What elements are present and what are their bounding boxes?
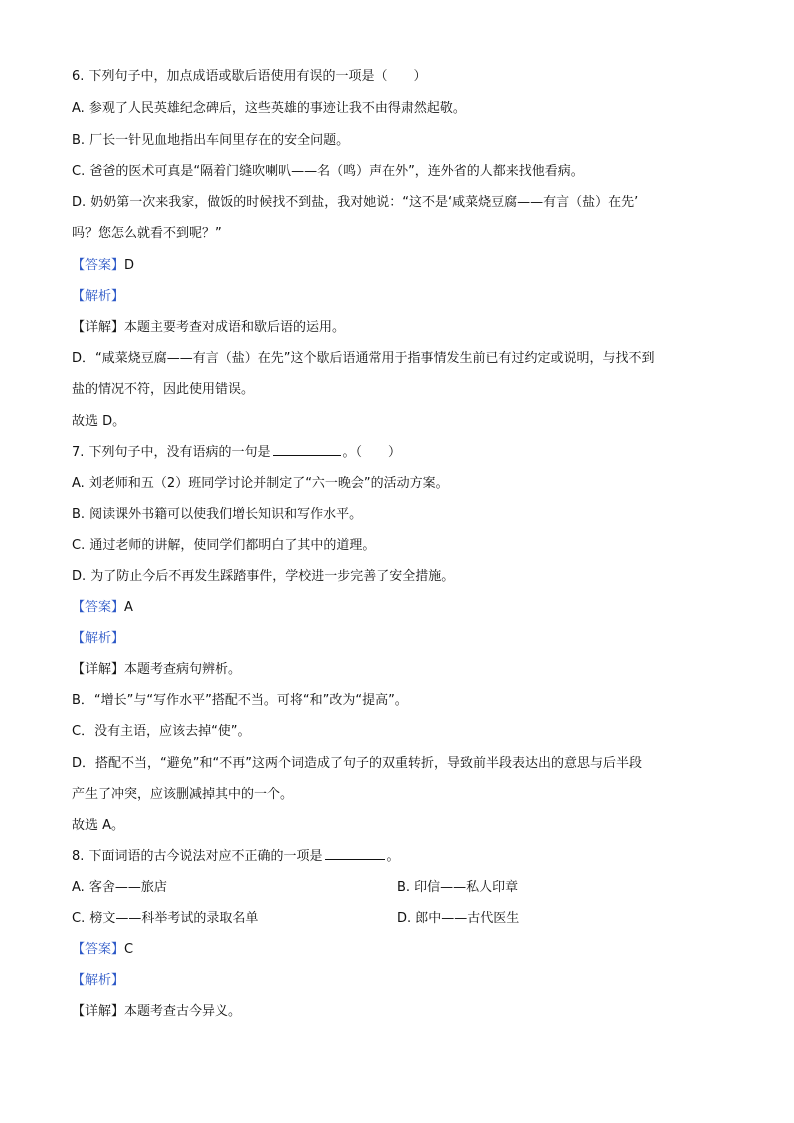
q6-option-c: C. 爸爸的医术可真是“隔着门缝吹喇叭——名（鸣）声在外”，连外省的人都来找他看病。 xyxy=(72,164,584,179)
analysis-tag: 【解析】 xyxy=(72,289,125,304)
q6-option-b: B. 厂长一针见血地指出车间里存在的安全问题。 xyxy=(72,133,350,148)
q6-explain-1: D．“咸菜烧豆腐——有言（盐）在先”这个歇后语通常用于指事情发生前已有过约定或说明，与找不到 xyxy=(72,351,655,366)
q6-analysis-tag xyxy=(72,288,124,305)
detail-tag: 【详解】 xyxy=(72,1004,125,1019)
q7-explain-3: D．搭配不当，“避免”和“不再”这两个词造成了句子的双重转折，导致前半段表达出的意思与后半段 xyxy=(72,756,642,771)
analysis-tag: 【解析】 xyxy=(72,631,125,646)
q7-explain-2: C．没有主语，应该去掉“使”。 xyxy=(72,724,251,739)
q7-stem-text: 7. 下列句子中，没有语病的一句是 xyxy=(72,445,271,460)
q6-answer: D xyxy=(124,258,135,273)
answer-tag: 【答案】 xyxy=(72,600,125,615)
q6-stem: 6. 下列句子中，加点成语或歇后语使用有误的一项是（ ） xyxy=(72,69,427,84)
q8-analysis-tag xyxy=(72,972,124,989)
q8-option-b: B. 印信——私人印章 xyxy=(397,880,519,895)
q8-stem xyxy=(72,848,400,865)
q8-stem-text: 8. 下面词语的古今说法对应不正确的一项是 xyxy=(72,849,323,864)
q6-detail-line xyxy=(72,319,345,336)
answer-tag: 【答案】 xyxy=(72,942,125,957)
q7-detail: 本题考查病句辨析。 xyxy=(124,662,242,677)
q7-conclusion: 故选 A。 xyxy=(72,818,125,833)
answer-blank xyxy=(325,858,385,860)
detail-tag: 【详解】 xyxy=(72,320,125,335)
q7-answer: A xyxy=(124,600,133,615)
q6-option-d-cont: 吗？您怎么就看不到呢？” xyxy=(72,226,222,241)
q7-option-b: B. 阅读课外书籍可以使我们增长知识和写作水平。 xyxy=(72,507,363,522)
analysis-tag: 【解析】 xyxy=(72,973,125,988)
answer-blank xyxy=(273,454,341,456)
q7-stem-tail: 。（ ） xyxy=(342,445,402,460)
q6-option-d: D. 奶奶第一次来我家，做饭的时候找不到盐，我对她说：“这不是‘咸菜烧豆腐——有言（盐）在先’ xyxy=(72,195,639,210)
q8-option-d: D. 郎中——古代医生 xyxy=(397,911,520,926)
q8-option-c: C. 榜文——科举考试的录取名单 xyxy=(72,911,259,926)
q6-detail: 本题主要考查对成语和歇后语的运用。 xyxy=(124,320,346,335)
q7-explain-4: 产生了冲突，应该删减掉其中的一个。 xyxy=(72,787,294,802)
q6-answer-line xyxy=(72,257,134,274)
q8-detail-line xyxy=(72,1003,241,1020)
q8-answer-line xyxy=(72,941,133,958)
answer-tag: 【答案】 xyxy=(72,258,125,273)
q7-stem xyxy=(72,444,401,461)
detail-tag: 【详解】 xyxy=(72,662,125,677)
q8-option-a: A. 客舍——旅店 xyxy=(72,880,167,895)
q7-option-c: C. 通过老师的讲解，使同学们都明白了其中的道理。 xyxy=(72,538,376,553)
q7-option-d: D. 为了防止今后不再发生踩踏事件，学校进一步完善了安全措施。 xyxy=(72,569,455,584)
q7-answer-line xyxy=(72,599,133,616)
q6-option-a: A. 参观了人民英雄纪念碑后，这些英雄的事迹让我不由得肃然起敬。 xyxy=(72,101,466,116)
q8-answer: C xyxy=(124,942,134,957)
q6-explain-2: 盐的情况不符，因此使用错误。 xyxy=(72,382,255,397)
q7-option-a: A. 刘老师和五（2）班同学讨论并制定了“六一晚会”的活动方案。 xyxy=(72,476,449,491)
q6-conclusion: 故选 D。 xyxy=(72,414,126,429)
q7-detail-line xyxy=(72,661,241,678)
q8-detail: 本题考查古今异义。 xyxy=(124,1004,242,1019)
q7-explain-1: B．“增长”与“写作水平”搭配不当。可将“和”改为“提高”。 xyxy=(72,693,408,708)
q8-stem-tail: 。 xyxy=(386,849,400,864)
q7-analysis-tag xyxy=(72,630,124,647)
